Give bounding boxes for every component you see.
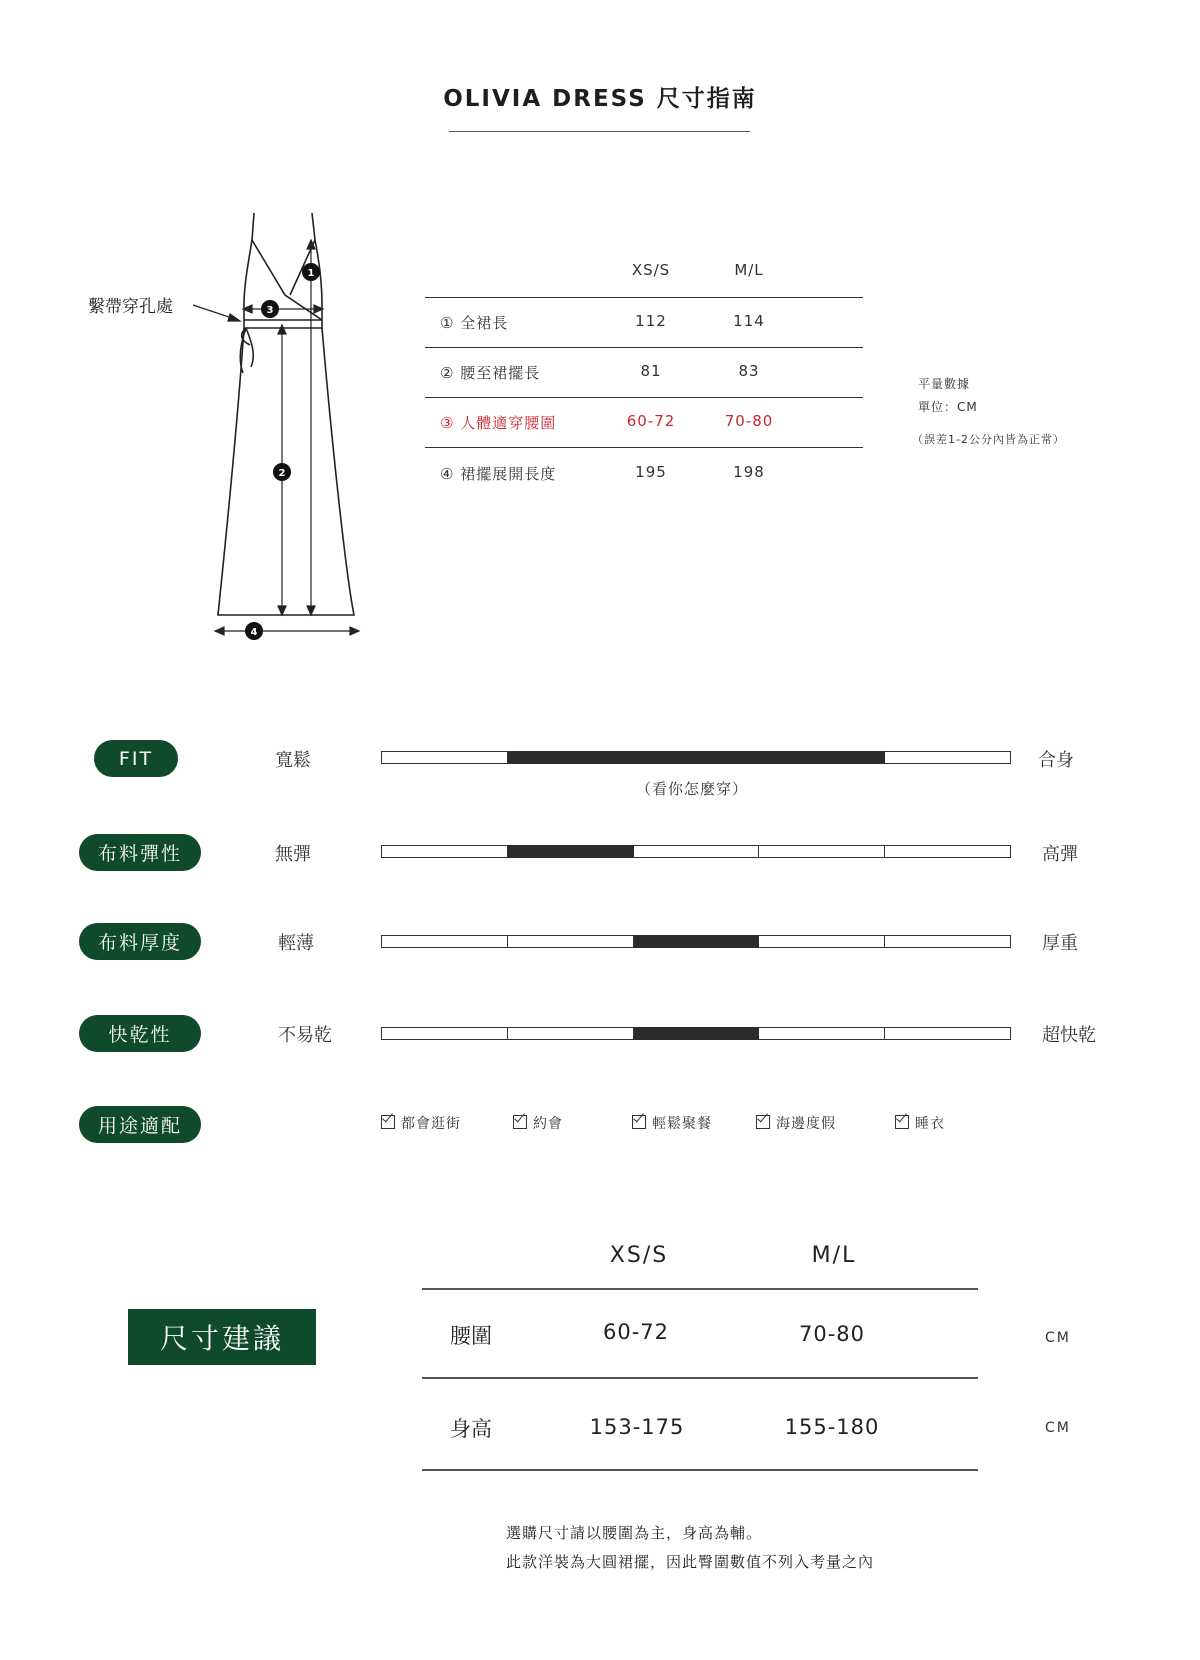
strap-left [252,213,254,240]
usage-item-label: 約會 [533,1116,563,1132]
scale-segment-filled [759,751,885,764]
arrowhead [278,606,286,615]
thickness-left-label: 輕薄 [278,933,314,954]
scale-segment [885,1027,1011,1040]
rec-row-label-waist: 腰圍 [450,1324,492,1348]
scale-segment-filled [634,751,760,764]
row-label-body-waist: ③ 人體適穿腰圍 [440,414,557,432]
usage-item-label: 睡衣 [915,1116,945,1132]
marker-3-label: 3 [266,305,274,316]
rec-value-waist-xs-s: 60-72 [602,1320,670,1344]
table-divider [425,347,863,348]
rec-value-height-xs-s: 153-175 [589,1415,685,1439]
size-header-xs-s: XS/S [631,261,671,279]
quick-dry-scale-bar [381,1027,1011,1040]
rec-row-label-height: 身高 [450,1417,492,1441]
scale-segment [759,845,885,858]
elasticity-left-label: 無彈 [275,844,311,865]
quick-dry-pill: 快乾性 [79,1015,201,1052]
scale-segment-filled [508,751,634,764]
value-full-length-xs-s: 112 [635,312,667,330]
rec-unit-height: CM [1045,1420,1071,1436]
checkbox-checked-icon [756,1115,770,1129]
rec-table-divider [422,1377,978,1379]
checkbox-checked-icon [895,1115,909,1129]
elasticity-scale-bar [381,845,1011,858]
value-body-waist-m-l: 70-80 [724,412,774,430]
scale-segment-filled [634,935,760,948]
rec-size-header-xs-s: XS/S [609,1243,669,1268]
scale-segment [381,751,508,764]
footer-note-line2: 此款洋裝為大圓裙擺，因此臀圍數值不列入考量之內 [506,1553,875,1571]
scale-segment [381,845,508,858]
rec-size-header-m-l: M/L [811,1243,857,1268]
strap-right [312,213,315,240]
fit-scale-bar [381,751,1011,764]
arrowhead [307,606,315,615]
fit-pill: FIT [94,740,178,777]
usage-item-date [513,1113,563,1133]
rec-unit-waist: CM [1045,1330,1071,1346]
scale-segment [885,935,1011,948]
note-tolerance: （誤差1-2公分內皆為正常） [912,433,1065,446]
rec-table-divider [422,1469,978,1471]
rec-value-waist-m-l: 70-80 [798,1322,866,1346]
usage-item-sleepwear [895,1113,945,1133]
value-full-length-m-l: 114 [733,312,765,330]
scale-segment-filled [634,1027,760,1040]
value-waist-to-hem-m-l: 83 [738,362,760,380]
tie-hole-callout: 繫帶穿孔處 [88,297,173,317]
size-header-m-l: M/L [734,261,764,279]
usage-item-dinner [632,1113,712,1133]
scale-segment [759,935,885,948]
usage-item-label: 海邊度假 [776,1116,836,1132]
thickness-right-label: 厚重 [1042,933,1078,954]
fit-note: （看你怎麼穿） [635,780,748,798]
scale-segment [508,935,634,948]
usage-pill: 用途適配 [79,1106,201,1143]
quick-dry-right-label: 超快乾 [1042,1025,1096,1046]
quick-dry-left-label: 不易乾 [278,1025,332,1046]
value-hem-spread-xs-s: 195 [635,463,667,481]
scale-segment [634,845,760,858]
table-divider [425,297,863,298]
page-title: OLIVIA DRESS 尺寸指南 [443,86,757,112]
scale-segment [508,1027,634,1040]
usage-item-label: 輕鬆聚餐 [652,1116,712,1132]
table-divider [425,397,863,398]
note-unit: 單位：CM [918,400,978,414]
thickness-scale-bar [381,935,1011,948]
dress-diagram [0,195,380,645]
marker-1-label: 1 [307,268,315,279]
usage-item-city [381,1113,461,1133]
row-label-full-length: ① 全裙長 [440,314,509,332]
usage-item-beach [756,1113,836,1133]
checkbox-checked-icon [632,1115,646,1129]
table-divider [425,447,863,448]
thickness-pill: 布料厚度 [79,923,201,960]
usage-item-label: 都會逛街 [401,1116,461,1132]
elasticity-right-label: 高彈 [1042,844,1078,865]
scale-segment [381,935,508,948]
scale-segment [885,751,1011,764]
size-recommendation-title: 尺寸建議 [128,1309,316,1365]
rec-value-height-m-l: 155-180 [784,1415,880,1439]
fit-left-label: 寬鬆 [275,750,311,771]
fit-right-label: 合身 [1038,750,1074,771]
arrowhead [278,325,286,334]
scale-segment [885,845,1011,858]
value-waist-to-hem-xs-s: 81 [640,362,662,380]
marker-2-label: 2 [278,468,286,479]
arrowhead [228,314,240,321]
title-divider [449,131,750,132]
footer-note-line1: 選購尺寸請以腰圍為主，身高為輔。 [506,1524,763,1542]
checkbox-checked-icon [381,1115,395,1129]
scale-segment [759,1027,885,1040]
note-flat-measure: 平量數據 [918,377,971,391]
rec-table-divider [422,1288,978,1290]
row-label-hem-spread: ④ 裙擺展開長度 [440,465,557,483]
checkbox-checked-icon [513,1115,527,1129]
scale-segment [381,1027,508,1040]
elasticity-pill: 布料彈性 [79,834,201,871]
arrowhead [215,627,224,635]
value-body-waist-xs-s: 60-72 [626,412,676,430]
marker-4-label: 4 [250,627,258,638]
scale-segment-filled [508,845,634,858]
row-label-waist-to-hem: ② 腰至裙擺長 [440,364,541,382]
arrowhead [350,627,359,635]
value-hem-spread-m-l: 198 [733,463,765,481]
